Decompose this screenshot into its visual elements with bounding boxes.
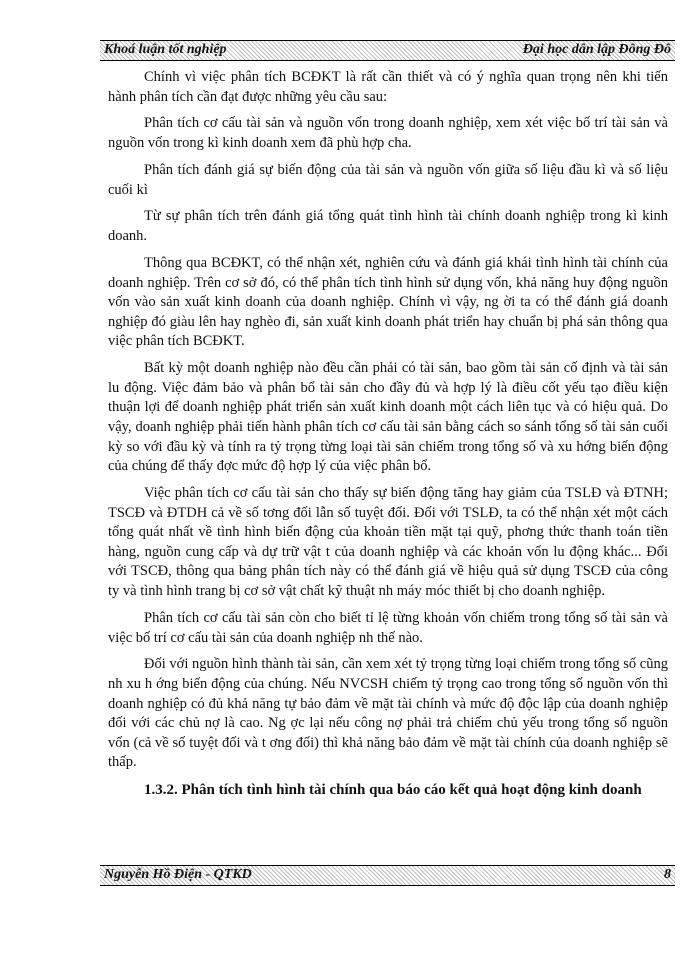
page-body [108,68,668,800]
paragraph: Phân tích đánh giá sự biến động của tài sản và nguồn vốn giữa số liệu đầu kì và số liệu cuối kì [108,161,668,198]
paragraph: Chính vì việc phân tích BCĐKT là rất cần thiết và có ý nghĩa quan trọng nên khi tiến hành phân tích cần đạt được những yêu cầu sau: [108,69,668,105]
page-header [100,40,675,61]
footer-author: Nguyễn Hồ Điện - QTKD [104,867,252,882]
paragraph: Từ sự phân tích trên đánh giá tổng quát tình hình tài chính doanh nghiệp trong kì kinh doanh. [108,208,668,245]
header-thesis-label: Khoá luận tốt nghiệp [104,42,227,57]
section-heading: 1.3.2. Phân tích tình hình tài chính qua báo cáo kết quả hoạt động kinh doanh [144,782,642,799]
paragraph: Phân tích cơ cấu tài sản còn cho biết tỉ lệ từng khoản vốn chiếm trong tổng số tài sản và việc bố trí cơ cấu tài sản của doanh nghiệp nh thế nào. [108,609,668,646]
paragraph: Phân tích cơ cấu tài sản và nguồn vốn trong doanh nghiệp, xem xét việc bố trí tài sản và nguồn vốn trong kì kinh doanh xem đã phù hợp cha. [108,115,668,152]
paragraph: Thông qua BCĐKT, có thể nhận xét, nghiên cứu và đánh giá khái tình hình tài chính của doanh nghiệp. Trên cơ sở đó, có thể phân tích tình hình sử dụng vốn, khả năng huy động nguồn vốn vào sản xuất kinh doanh của doanh nghiệp. Chính vì vậy, ng ời ta có thể đánh giá doanh nghiệp đó giàu lên hay nghèo đi, sản xuất kinh doanh phát triển hay chuẩn bị phá sản thông qua việc phân tích BCĐKT. [108,254,668,350]
page-footer [100,865,675,886]
paragraph: Việc phân tích cơ cấu tài sản cho thấy sự biến động tăng hay giảm của TSLĐ và ĐTNH; TSCĐ và ĐTDH cả về số tơng đối lẫn số tuyệt đối. Đối với TSLĐ, ta có thể nhận xét một cách tổng quát nhất về tình hình biến động của khoản tiền mặt tại quỹ, phơng thức thanh toán tiền hàng, nguồn cung cấp và dự trữ vật t của doanh nghiệp và các khoản vốn lu động khác... Đối với TSCĐ, thông qua bảng phân tích này có thể đánh giá về hiệu quả sử dụng TSCĐ của công ty và tình hình trang bị cơ sở vật chất kỹ thuật nh máy móc thiết bị cho doanh nghiệp. [108,485,668,600]
paragraph: Đối với nguồn hình thành tài sản, cần xem xét tỷ trọng từng loại chiếm trong tổng số cũng nh xu h ớng biến động của chúng. Nếu NVCSH chiếm tỷ trọng cao trong tổng số nguồn vốn thì doanh nghiệp có đủ khả năng tự bảo đảm về mặt tài chính và mức độ độc lập của doanh nghiệp đối với các chủ nợ là cao. Ng ợc lại nếu công nợ phải trả chiếm chủ yếu trong tổng số nguồn vốn (cả về số tuyệt đối và t ơng đối) thì khả năng bảo đảm về mặt tài chính của doanh nghiệp sẽ thấp. [108,656,668,771]
paragraph: Bất kỳ một doanh nghiệp nào đều cần phải có tài sản, bao gồm tài sản cố định và tài sản lu động. Việc đảm bảo và phân bổ tài sản cho đầy đủ và hợp lý là điều cốt yếu tạo điều kiện thuận lợi để doanh nghiệp phát triển sản xuất kinh doanh một cách liên tục và có hiệu quả. Do vậy, doanh nghiệp phải tiến hành phân tích cơ cấu tài sản bằng cách so sánh tổng số tài sản cuối kỳ so với đầu kỳ và tính ra tỷ trọng từng loại tài sản chiếm trong tổng số và xu hớng biến động của chúng để thấy đợc mức độ hợp lý của việc phân bổ. [108,360,668,475]
header-university-label: Đại học dân lập Đông Đô [522,42,671,57]
page-number: 8 [664,867,671,882]
